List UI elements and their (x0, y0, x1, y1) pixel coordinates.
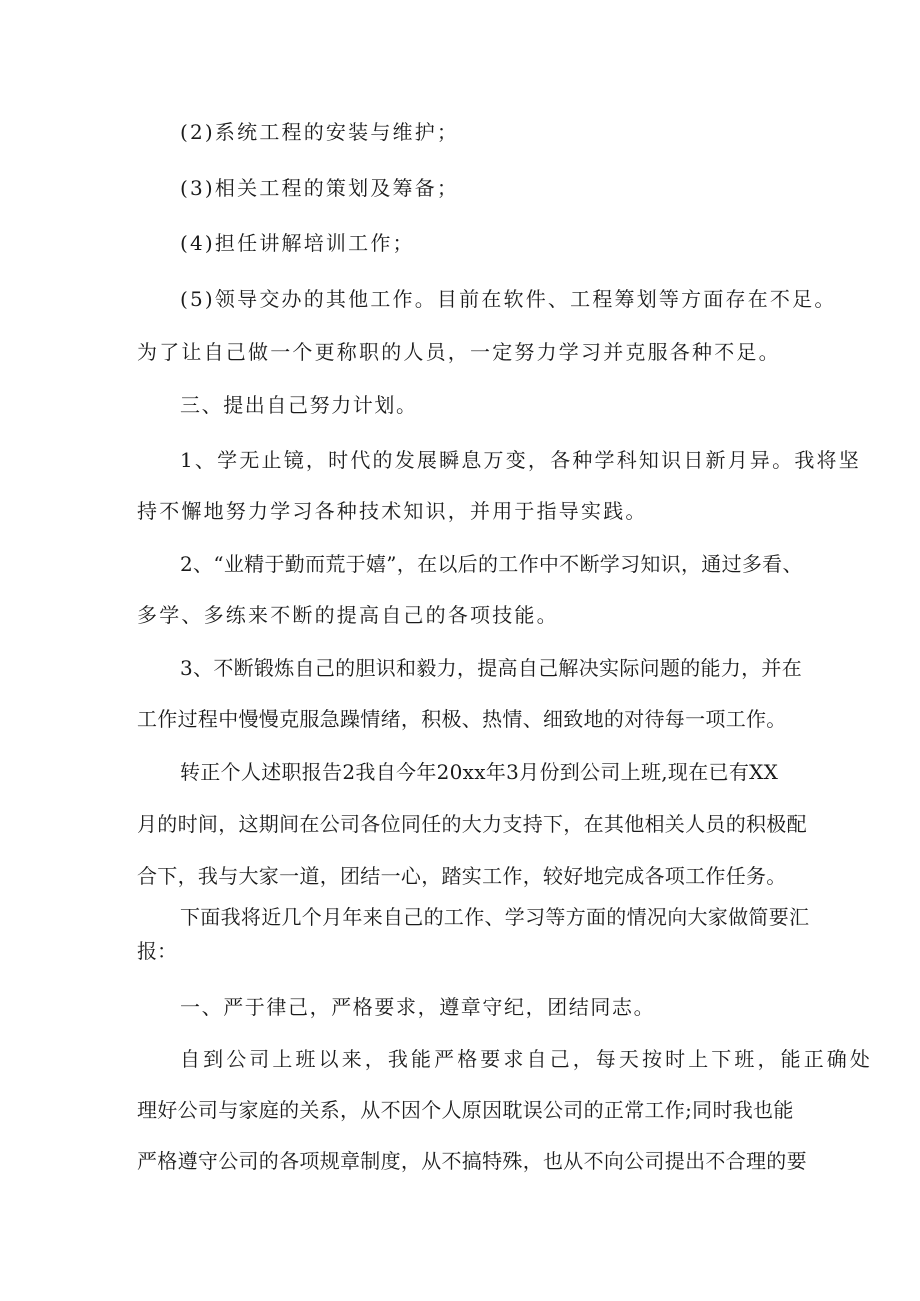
list-item-4: (4)担任讲解培训工作； (180, 231, 415, 255)
plan-item-3-line-1: 3、不断锻炼自己的胆识和毅力，提高自己解决实际问题的能力，并在 (180, 656, 803, 680)
intro-paragraph-line-1: 下面我将近几个月年来自己的工作、学习等方面的情况向大家做简要汇 (180, 905, 810, 929)
list-item-5: (5)领导交办的其他工作。目前在软件、工程筹划等方面存在不足。 (180, 287, 837, 311)
intro-paragraph-line-2: 报： (137, 939, 177, 963)
plan-item-1-line-1: 1、学无止镜，时代的发展瞬息万变，各种学科知识日新月异。我将坚 (180, 448, 861, 472)
body-paragraph-line-3: 严格遵守公司的各项规章制度，从不搞特殊，也从不向公司提出不合理的要 (137, 1149, 807, 1173)
plan-item-2-line-1: 2、“业精于勤而荒于嬉”，在以后的工作中不断学习知识，通过多看、 (180, 552, 803, 576)
list-item-2: (2)系统工程的安装与维护； (180, 120, 460, 144)
report-paragraph-line-3: 合下，我与大家一道，团结一心，踏实工作，较好地完成各项工作任务。 (137, 864, 787, 888)
plan-item-1-line-2: 持不懈地努力学习各种技术知识，并用于指导实践。 (137, 499, 648, 523)
section-heading-3: 三、提出自己努力计划。 (180, 393, 418, 417)
section-heading-1: 一、严于律己，严格要求，遵章守纪，团结同志。 (180, 995, 656, 1019)
report-paragraph-line-2: 月的时间，这期间在公司各位同任的大力支持下，在其他相关人员的积极配 (137, 812, 807, 836)
paragraph-line: 为了让自己做一个更称职的人员，一定努力学习并克服各种不足。 (137, 340, 781, 364)
body-paragraph-line-2: 理好公司与家庭的关系，从不因个人原因耽误公司的正常工作;同时我也能 (137, 1098, 794, 1122)
plan-item-3-line-2: 工作过程中慢慢克服急躁情绪，积极、热情、细致地的对待每一项工作。 (137, 707, 787, 731)
body-paragraph-line-1: 自到公司上班以来，我能严格要求自己，每天按时上下班，能正确处 (180, 1047, 873, 1071)
plan-item-2-line-2: 多学、多练来不断的提高自己的各项技能。 (137, 603, 559, 627)
list-item-3: (3)相关工程的策划及筹备； (180, 176, 460, 200)
report-paragraph-line-1: 转正个人述职报告2我自今年20xx年3月份到公司上班,现在已有XX (180, 760, 779, 784)
